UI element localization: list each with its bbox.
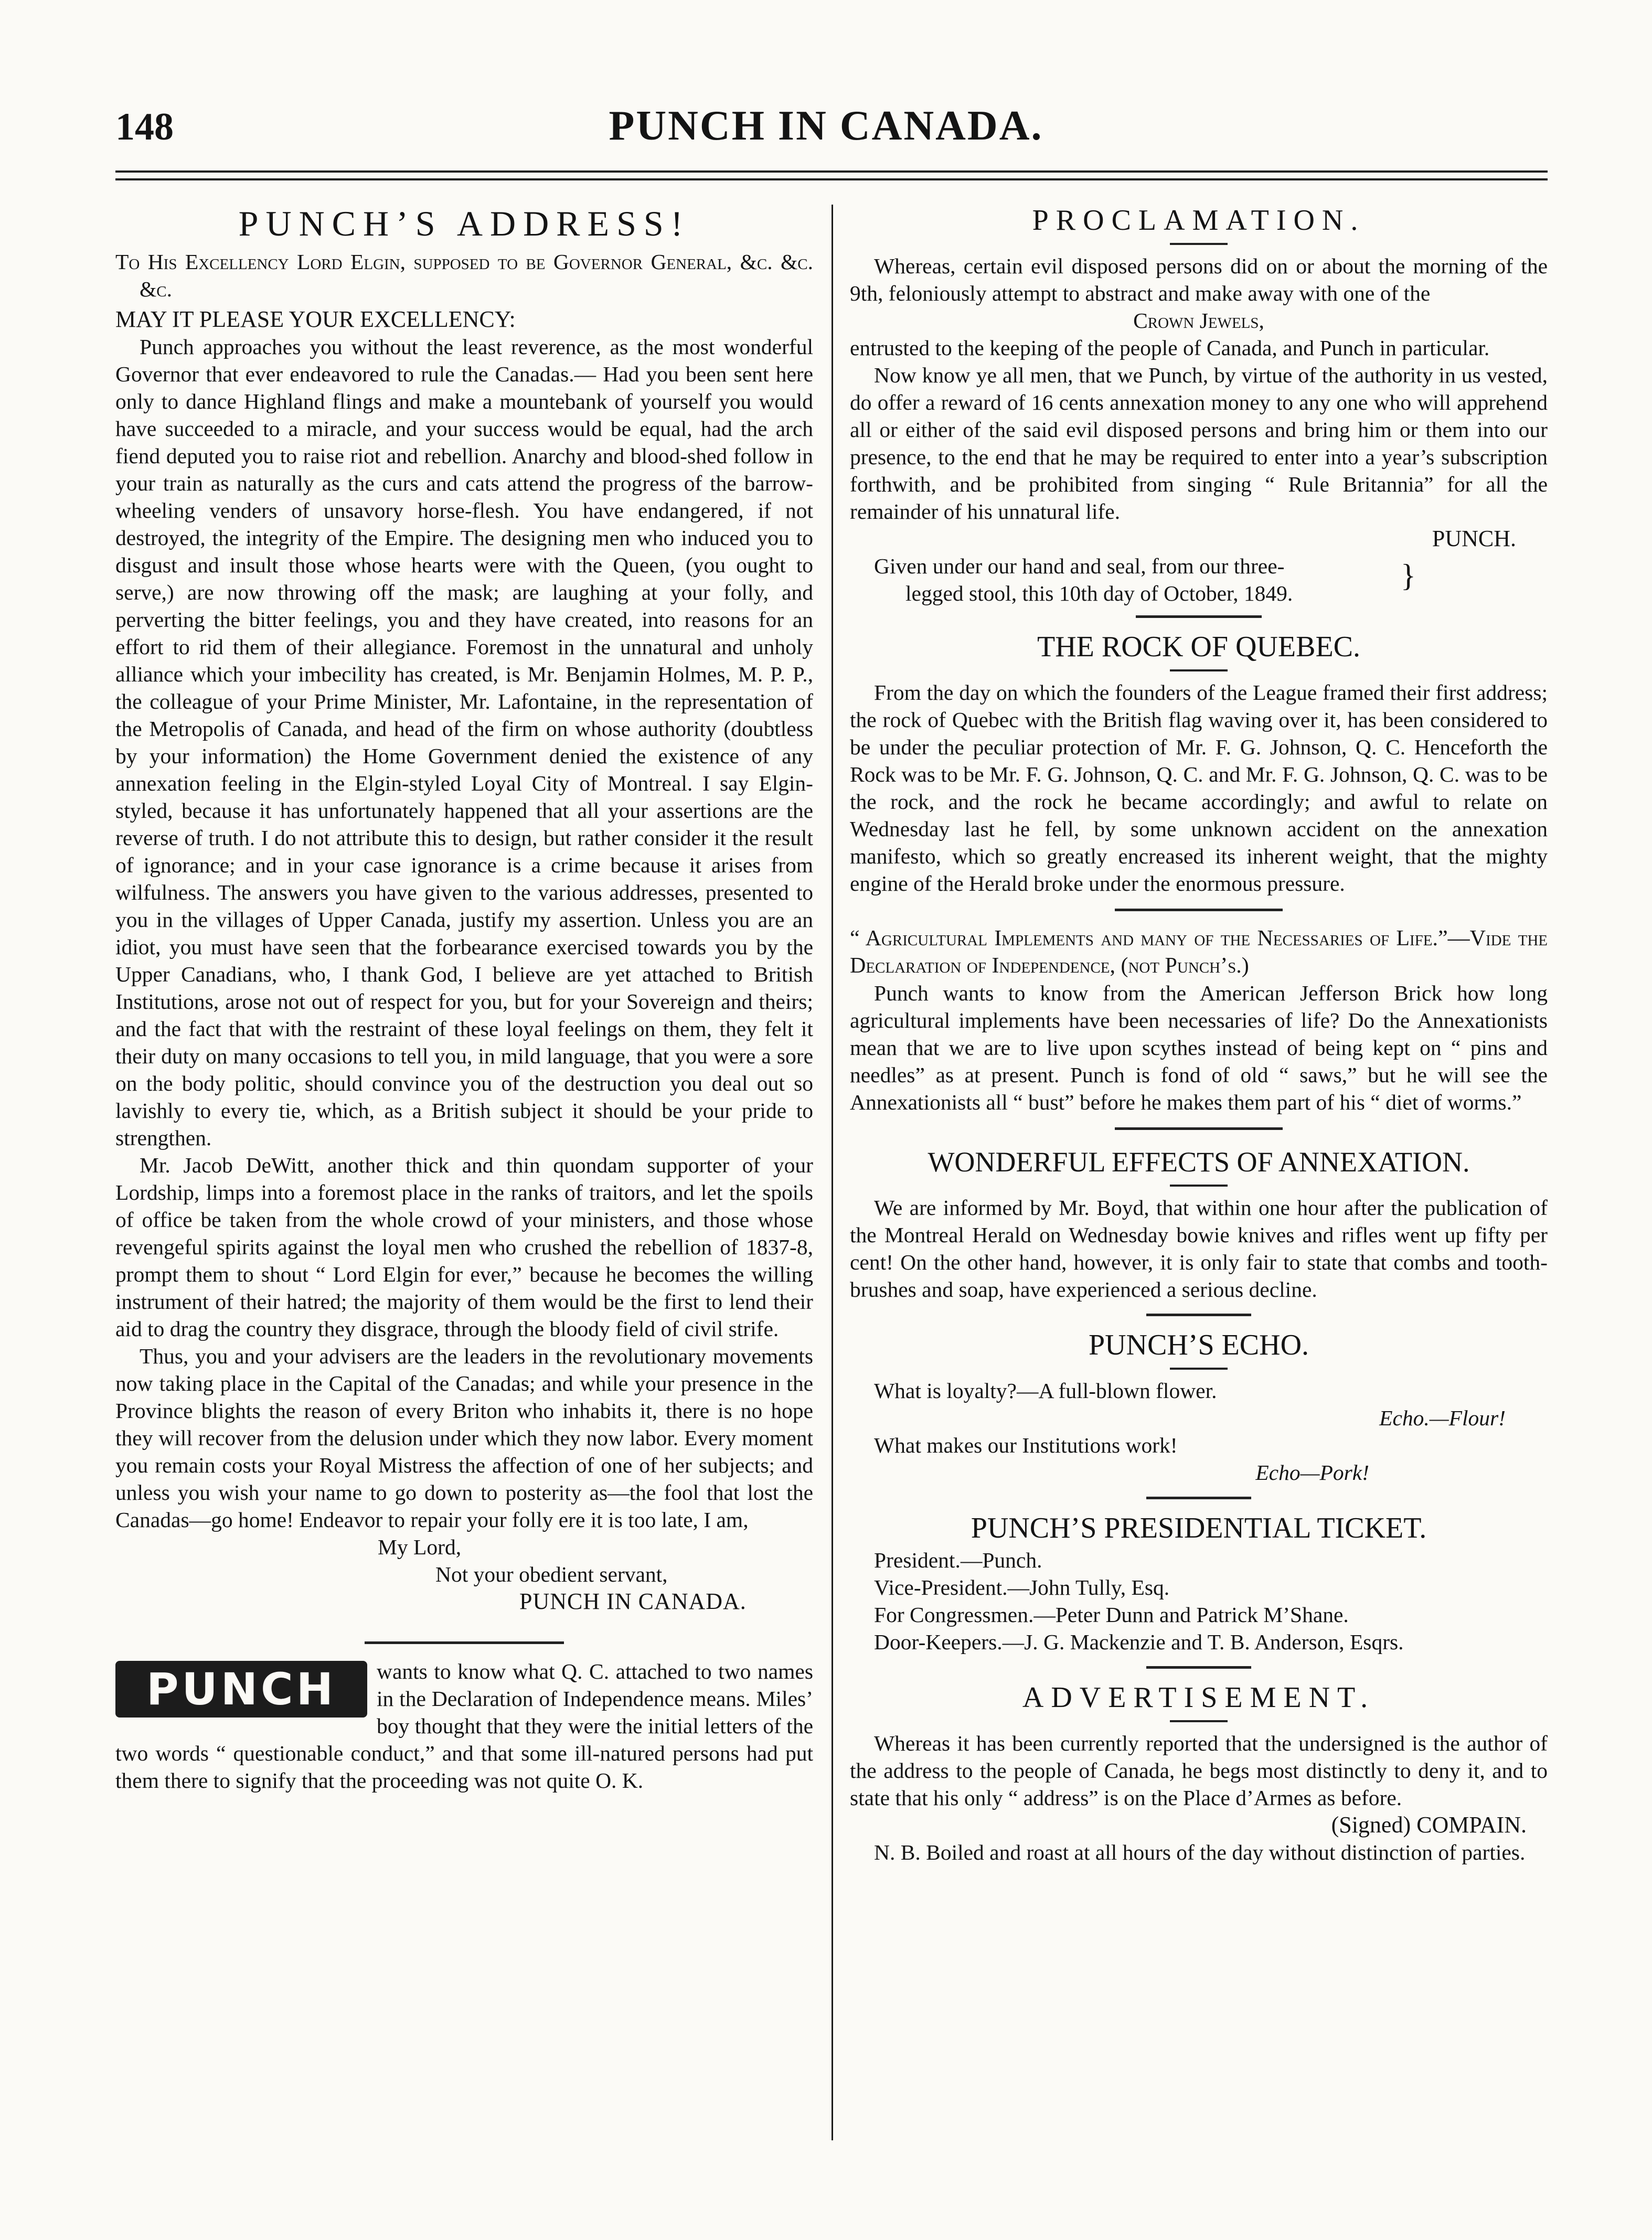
implements-body: Punch wants to know from the American Jefferson Brick how long agricultural implements have been necessaries of life? Do the Annexationists mean that we are to live upon scythes instead of being kept on “ pins and needles” as at present. Punch is fond of old “ saws,” but he will see the Annexationists all “ bust” before he makes them part of his “ diet of worms.”	[850, 981, 1548, 1114]
proclamation-crown-jewels: Crown Jewels,	[1133, 308, 1264, 333]
section-separator	[365, 1641, 564, 1644]
address-paragraph-3: Thus, you and your advisers are the leaders in the revolutionary movements now taking place in the Capital of the Canadas; and while your presence in the Province blights the reason of every Briton who inhabits it, there is no hope they will recover from the delusion under which they now labor. Every moment you remain costs your Royal Mistress the affection of one of her subjects; and unless you wish your name to go down to posterity as—the fool that lost the Canadas—go home! Endeavor to repair your folly ere it is too late, I am,	[115, 1344, 813, 1532]
right-column	[850, 202, 1548, 1866]
qc-note	[115, 1658, 813, 1794]
echo-answer-1: Echo.—Flour!	[1379, 1406, 1506, 1430]
page-number: 148	[115, 105, 174, 148]
address-closing-1: My Lord,	[378, 1535, 462, 1559]
address-closing-2: Not your obedient servant,	[435, 1562, 668, 1586]
header-rule-bottom	[115, 178, 1548, 180]
proclamation-paragraph-1b: entrusted to the keeping of the people of Canada, and Punch in particular.	[850, 336, 1490, 360]
address-title: PUNCH’S ADDRESS!	[238, 204, 690, 243]
rock-title: THE ROCK OF QUEBEC.	[1037, 631, 1361, 663]
section-separator	[1115, 909, 1283, 911]
rock-body: From the day on which the founders of the League framed their first address; the rock of Quebec with the British flag waving over it, has been considered to be under the peculiar protection of Mr. F. G. Johnson, Q. C. Henceforth the Rock was to be Mr. F. G. Johnson, Q. C. and Mr. F. G. Johnson, Q. C. was to be the rock, and the rock he became accordingly; and awful to relate on Wednesday last he fell, by some unknown accident on the annexation manifesto, which so greatly encreased its inherent weight, that the mighty engine of the Herald broke under the enormous pressure.	[850, 680, 1548, 895]
section-separator	[1146, 1314, 1251, 1316]
section-separator	[1136, 615, 1262, 618]
section-separator	[1146, 1497, 1251, 1499]
left-column	[115, 202, 813, 1794]
ticket-title: PUNCH’S PRESIDENTIAL TICKET.	[971, 1512, 1427, 1544]
advertisement-body: Whereas it has been currently reported that the undersigned is the author of the address to the people of Canada, he begs most distinctly to deny it, and to state that his only “ address” is on the Place d’Armes as before.	[850, 1731, 1548, 1810]
ticket-line-door-keepers: Door-Keepers.—J. G. Mackenzie and T. B. Anderson, Esqrs.	[874, 1630, 1404, 1654]
punch-logo-icon: PUNCH	[115, 1661, 367, 1718]
masthead: PUNCH IN CANADA.	[609, 103, 1043, 149]
echo-answer-2: Echo—Pork!	[1255, 1460, 1369, 1485]
proclamation-title: PROCLAMATION.	[1032, 204, 1366, 237]
echo-question-1: What is loyalty?—A full-blown flower.	[874, 1379, 1217, 1403]
echo-question-2: What makes our Institutions work!	[874, 1433, 1178, 1457]
advertisement-nb: N. B. Boiled and roast at all hours of the day without distinction of parties.	[874, 1840, 1526, 1864]
proclamation-given	[850, 552, 1548, 607]
wonderful-body: We are informed by Mr. Boyd, that within one hour after the publication of the Montreal Herald on Wednesday bowie knives and rifles went up fifty per cent! On the other hand, however, it is only fair to state that combs and tooth-brushes and soap, have experienced a serious decline.	[850, 1196, 1548, 1302]
address-signature: PUNCH IN CANADA.	[519, 1588, 747, 1614]
address-paragraph-2: Mr. Jacob DeWitt, another thick and thin quondam supporter of your Lordship, limps into a foremost place in the ranks of traitors, and let the spoils of office be taken from the whole crowd of your ministers, and those whose revengeful spirits against the loyal men who crushed the rebellion of 1837-8, prompt them to shout “ Lord Elgin for ever,” because he becomes the willing instrument of their hatred; the majority of them would be the first to lend their aid to drag the country they disgrace, through the bloody field of civil strife.	[115, 1153, 813, 1341]
ticket-line-congressmen: For Congressmen.—Peter Dunn and Patrick M’Shane.	[874, 1603, 1349, 1627]
section-separator	[1146, 1666, 1251, 1669]
advertisement-title: ADVERTISEMENT.	[1022, 1681, 1376, 1714]
advertisement-signed: (Signed) COMPAIN.	[1331, 1812, 1527, 1838]
proclamation-paragraph-1: Whereas, certain evil disposed persons did on or about the morning of the 9th, feloniously attempt to abstract and make away with one of the	[850, 254, 1548, 305]
echo-title: PUNCH’S ECHO.	[1088, 1329, 1309, 1361]
brace-icon: }	[1401, 558, 1416, 593]
section-separator	[1115, 1127, 1283, 1130]
proclamation-signature: PUNCH.	[1432, 526, 1516, 551]
title-underline	[1170, 1185, 1228, 1187]
title-underline	[1170, 669, 1228, 671]
address-recipient: To His Excellency Lord Elgin, supposed to be Governor General, &c. &c. &c.	[115, 250, 813, 301]
header-rule-top	[115, 170, 1548, 173]
qc-note-text: wants to know what Q. C. attached to two names in the Declaration of Independence means. Miles’ boy thought that they were the initial letters of the two words “ questionable conduct,” and that some ill-natured persons had put them there to signify that the proceeding was not quite O. K.	[115, 1659, 813, 1793]
proclamation-paragraph-2: Now know ye all men, that we Punch, by virtue of the authority in us vested, do offer a reward of 16 cents annexation money to any one who will apprehend all or either of the said evil disposed persons and bring him or them into our presence, to the end that he may be required to enter into a year’s subscription forthwith, and be prohibited from singing “ Rule Britannia” for all the remainder of his unnatural life.	[850, 363, 1548, 524]
title-underline	[1170, 243, 1228, 245]
ticket-line-vice-president: Vice-President.—John Tully, Esq.	[874, 1575, 1170, 1599]
title-underline	[1170, 1720, 1228, 1722]
proclamation-given-line-2: legged stool, this 10th day of October, 1849.	[905, 581, 1293, 605]
proclamation-given-line-1: Given under our hand and seal, from our three-	[874, 554, 1285, 578]
implements-title: “ Agricultural Implements and many of the Necessaries of Life.”—Vide the Declaration of Independence, (not Punch’s.)	[850, 926, 1548, 978]
ticket-line-president: President.—Punch.	[874, 1548, 1042, 1572]
wonderful-title: WONDERFUL EFFECTS OF ANNEXATION.	[928, 1146, 1470, 1178]
address-salutation: MAY IT PLEASE YOUR EXCELLENCY:	[115, 306, 516, 332]
column-divider	[832, 205, 833, 2140]
title-underline	[1170, 1368, 1228, 1370]
address-paragraph-1: Punch approaches you without the least reverence, as the most wonderful Governor that ever endeavored to rule the Canadas.— Had you been sent here only to dance Highland flings and make a mountebank of yourself you would have succeeded to a miracle, and your success would be equal, had the arch fiend deputed you to raise riot and rebellion. Anarchy and blood-shed follow in your train as naturally as the curs and cats attend the progress of the barrow-wheeling venders of unsavory horse-flesh. You have endangered, if not destroyed, the integrity of the Empire. The designing men who induced you to disgust and insult those whose hearts were with the Queen, (you ought to serve,) are now throwing off the mask; are laughing at your folly, and perverting the bitter feelings, you and they have created, into reasons for an effort to rid them of their allegiance. Foremost in the unnatural and unholy alliance which your imbecility has created, is Mr. Benjamin Holmes, M. P. P., the colleague of your Prime Minister, Mr. Lafontaine, in the representation of the Metropolis of Canada, and head of the firm on whose authority (doubtless by your information) the Home Government denied the existence of any annexation feeling in the Elgin-styled Loyal City of Montreal. I say Elgin-styled, because it has unfortunately happened that all your assertions are the reverse of truth. I do not attribute this to design, but rather consider it the result of ignorance; and in your case ignorance is a crime because it arises from wilfulness. The answers you have given to the various addresses, presented to you in the villages of Upper Canada, justify my assertion. Unless you are an idiot, you must have seen that the forbearance exercised towards you by the Upper Canadians, who, I thank God, I believe are yet attached to British Institutions, arose not out of respect for you, but for your Sovereign and theirs; and the fact that with the restraint of these loyal feelings on them, they felt it their duty on many occasions to tell you, in mild language, that you were a sore on the body politic, should convince you of the destruction you deal out so lavishly to every tie, which, as a British subject it should be your pride to strengthen.	[115, 335, 813, 1150]
